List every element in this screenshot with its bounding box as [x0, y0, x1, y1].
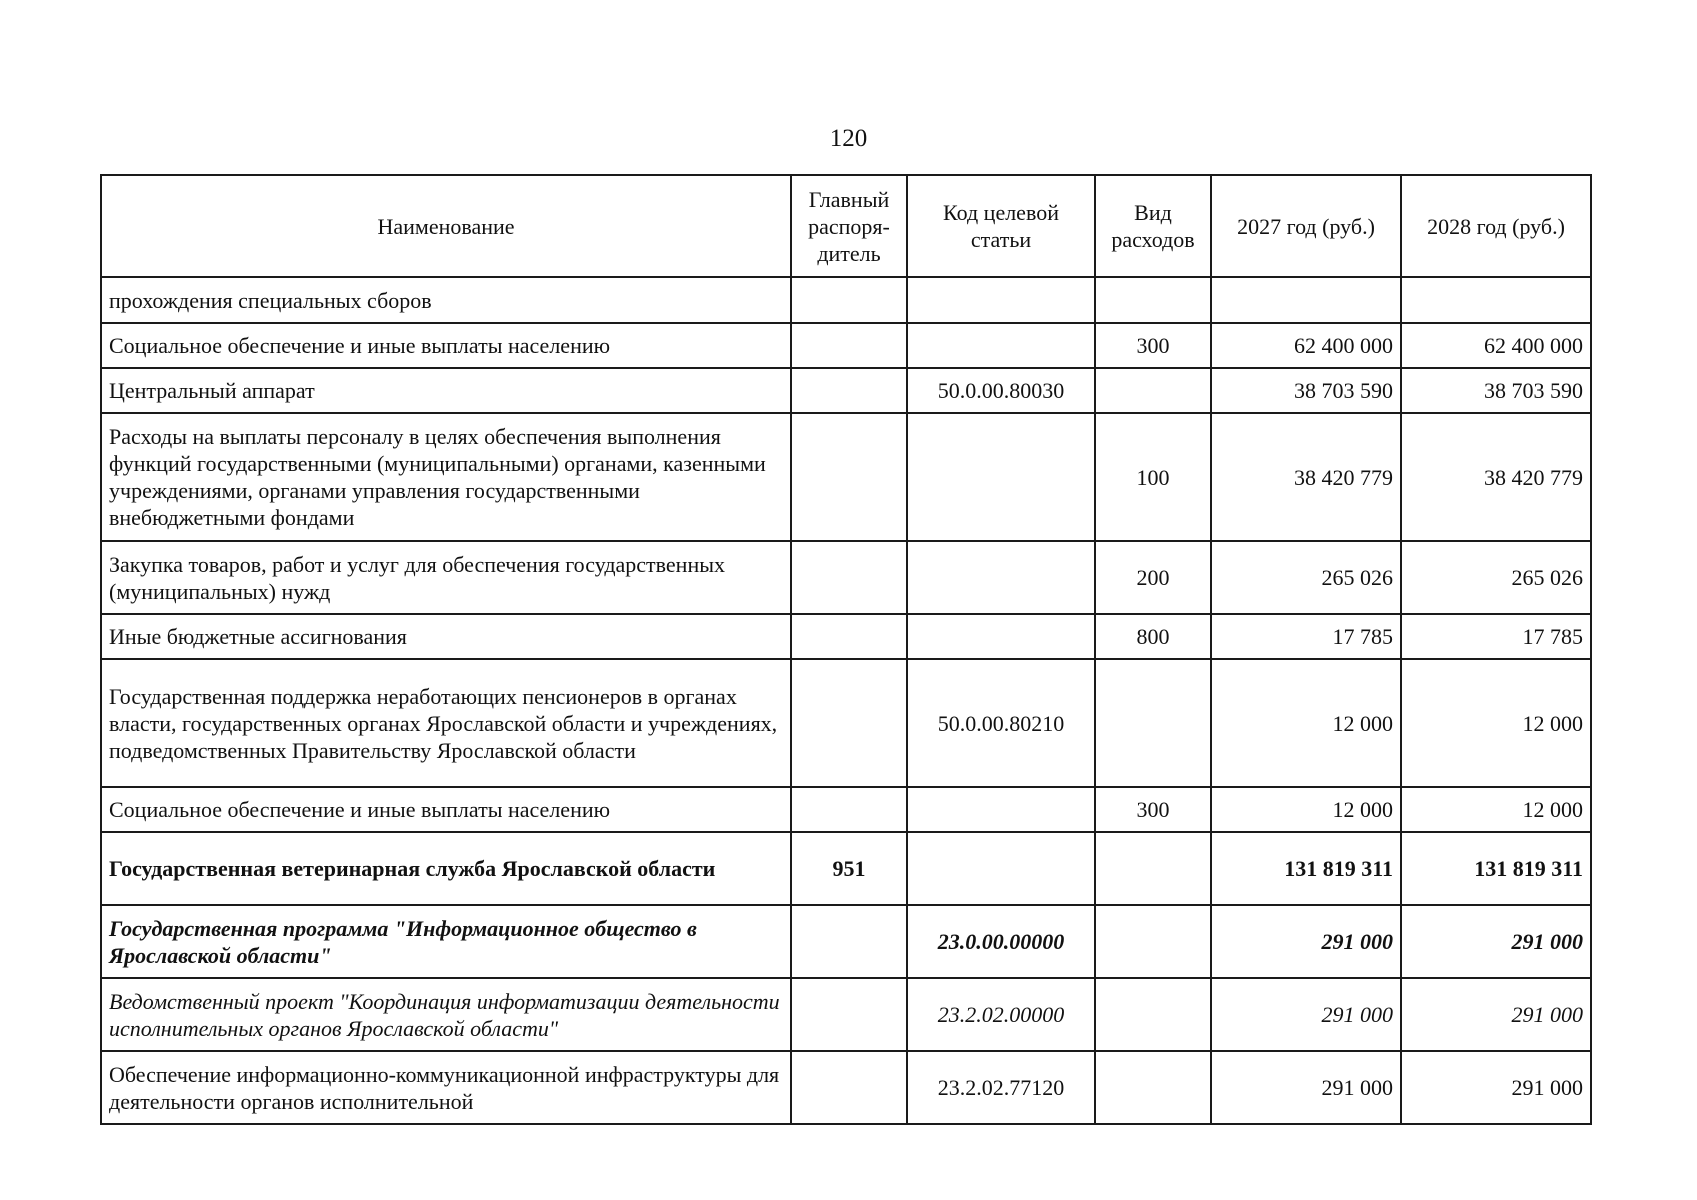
cell-code: 23.2.02.77120 — [907, 1051, 1095, 1124]
cell-admin: 951 — [791, 832, 907, 905]
table-row — [101, 905, 1591, 978]
cell-admin — [791, 905, 907, 978]
cell-code — [907, 413, 1095, 541]
cell-2027: 17 785 — [1211, 614, 1401, 659]
cell-code — [907, 541, 1095, 614]
cell-type — [1095, 368, 1211, 413]
table-row — [101, 978, 1591, 1051]
cell-name: Закупка товаров, работ и услуг для обеспечения государственных (муниципальных) нужд — [101, 541, 791, 614]
cell-admin — [791, 659, 907, 787]
cell-2028: 291 000 — [1401, 1051, 1591, 1124]
cell-name: Социальное обеспечение и иные выплаты населению — [101, 787, 791, 832]
cell-name: Расходы на выплаты персоналу в целях обеспечения выполнения функций государственными (муниципальными) органами, казенными учреждениями, органами управления государственными внебюджетными фондами — [101, 413, 791, 541]
cell-2027: 291 000 — [1211, 1051, 1401, 1124]
cell-name: Государственная программа "Информационное общество в Ярославской области" — [101, 905, 791, 978]
cell-type: 200 — [1095, 541, 1211, 614]
cell-name: прохождения специальных сборов — [101, 277, 791, 323]
table-row — [101, 787, 1591, 832]
cell-code — [907, 277, 1095, 323]
cell-admin — [791, 787, 907, 832]
cell-2028: 291 000 — [1401, 905, 1591, 978]
cell-2028: 38 703 590 — [1401, 368, 1591, 413]
budget-table — [100, 174, 1592, 1125]
table-row — [101, 659, 1591, 787]
cell-type — [1095, 978, 1211, 1051]
cell-name: Социальное обеспечение и иные выплаты населению — [101, 323, 791, 368]
table-row — [101, 832, 1591, 905]
cell-2028: 291 000 — [1401, 978, 1591, 1051]
cell-2028: 38 420 779 — [1401, 413, 1591, 541]
table-row — [101, 541, 1591, 614]
cell-code: 23.2.02.00000 — [907, 978, 1095, 1051]
cell-2027: 131 819 311 — [1211, 832, 1401, 905]
cell-code: 50.0.00.80030 — [907, 368, 1095, 413]
cell-admin — [791, 614, 907, 659]
cell-code — [907, 614, 1095, 659]
cell-admin — [791, 413, 907, 541]
cell-2027: 62 400 000 — [1211, 323, 1401, 368]
cell-type — [1095, 1051, 1211, 1124]
cell-type — [1095, 832, 1211, 905]
cell-2028: 62 400 000 — [1401, 323, 1591, 368]
cell-name: Государственная ветеринарная служба Ярославской области — [101, 832, 791, 905]
cell-name: Государственная поддержка неработающих пенсионеров в органах власти, государственных органах Ярославской области и учреждениях, подведомственных Правительству Ярославской области — [101, 659, 791, 787]
cell-2028: 12 000 — [1401, 659, 1591, 787]
cell-2027: 38 420 779 — [1211, 413, 1401, 541]
cell-name: Центральный аппарат — [101, 368, 791, 413]
cell-2027 — [1211, 277, 1401, 323]
cell-type: 300 — [1095, 323, 1211, 368]
table-row — [101, 323, 1591, 368]
cell-code: 23.0.00.00000 — [907, 905, 1095, 978]
header-name: Наименование — [101, 175, 791, 277]
cell-2027: 291 000 — [1211, 905, 1401, 978]
cell-admin — [791, 277, 907, 323]
cell-2027: 12 000 — [1211, 787, 1401, 832]
cell-2028 — [1401, 277, 1591, 323]
header-2028: 2028 год (руб.) — [1401, 175, 1591, 277]
cell-2028: 17 785 — [1401, 614, 1591, 659]
header-admin: Главный распоря-дитель — [791, 175, 907, 277]
cell-type — [1095, 659, 1211, 787]
table-row — [101, 277, 1591, 323]
table-row — [101, 368, 1591, 413]
cell-name: Обеспечение информационно-коммуникационной инфраструктуры для деятельности органов исполнительной — [101, 1051, 791, 1124]
table-row — [101, 614, 1591, 659]
cell-admin — [791, 323, 907, 368]
header-2027: 2027 год (руб.) — [1211, 175, 1401, 277]
cell-type: 300 — [1095, 787, 1211, 832]
cell-name: Ведомственный проект "Координация информатизации деятельности исполнительных органов Ярославской области" — [101, 978, 791, 1051]
cell-2027: 265 026 — [1211, 541, 1401, 614]
cell-code — [907, 787, 1095, 832]
cell-admin — [791, 1051, 907, 1124]
header-code: Код целевой статьи — [907, 175, 1095, 277]
table-body — [101, 277, 1591, 1124]
cell-name: Иные бюджетные ассигнования — [101, 614, 791, 659]
header-row — [101, 175, 1591, 277]
cell-2028: 12 000 — [1401, 787, 1591, 832]
cell-2027: 12 000 — [1211, 659, 1401, 787]
cell-type — [1095, 277, 1211, 323]
page-number: 120 — [829, 125, 868, 152]
cell-admin — [791, 368, 907, 413]
cell-type — [1095, 905, 1211, 978]
cell-code — [907, 832, 1095, 905]
cell-code — [907, 323, 1095, 368]
table-row — [101, 1051, 1591, 1124]
cell-2027: 38 703 590 — [1211, 368, 1401, 413]
cell-code: 50.0.00.80210 — [907, 659, 1095, 787]
header-type: Вид расходов — [1095, 175, 1211, 277]
table-row — [101, 413, 1591, 541]
cell-type: 100 — [1095, 413, 1211, 541]
cell-2027: 291 000 — [1211, 978, 1401, 1051]
cell-2028: 265 026 — [1401, 541, 1591, 614]
cell-2028: 131 819 311 — [1401, 832, 1591, 905]
cell-type: 800 — [1095, 614, 1211, 659]
cell-admin — [791, 541, 907, 614]
cell-admin — [791, 978, 907, 1051]
